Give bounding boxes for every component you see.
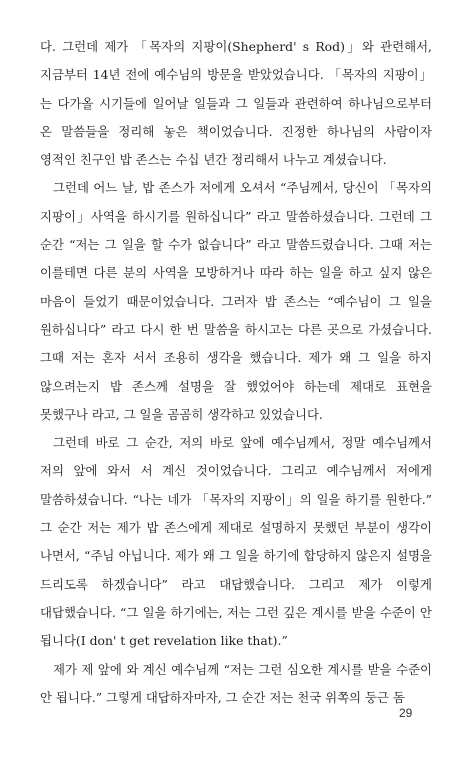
paragraph-jesus-appears: 그런데 바로 그 순간, 저의 바로 앞에 예수님께서, 정말 예수님께서 저의 앞에 와서 서 계신 것이었습니다. 그리고 예수님께서 저에게 말씀하셨습니다. “나는 네가 「목자의 지팡이」의 일을 하기를 원한다.” 그 순간 저는 제가 밥 존스에게 제대로 설명하지 못했던 부분이 생각이 나면서, “주님 아닙니다. 제가 왜 그 일을 하기에 합당하지 않은지 설명을 드리도록 하겠습니다” 라고 대답했습니다. 그리고 제가 이렇게 대답했습니다. “그 일을 하기에는, 저는 그런 깊은 계시를 받을 수준이 안 됩니다(I don' t get revelation like that).” xyxy=(40,435,432,649)
page-number: 29 xyxy=(399,706,413,720)
paragraph-reply-to-jesus: 제가 제 앞에 와 계신 예수님께 “저는 그런 심오한 계시를 받을 수준이 안 됩니다.” 그렇게 대답하자마자, 그 순간 저는 천국 위쪽의 둥근 돔 xyxy=(40,661,432,705)
paragraph-bob-jones-visit: 그런데 어느 날, 밥 존스가 저에게 오셔서 “주님께서, 당신이 「목자의 지팡이」사역을 하시기를 원하십니다” 라고 말씀하셨습니다. 그런데 그 순간 “저는 그 일을 할 수가 없습니다” 라고 말씀드렸습니다. 그때 저는 이를테면 다른 분의 사역을 모방하거나 따라 하는 일을 하고 싶지 않은 마음이 들었기 때문이었습니다. 그러자 밥 존스는 “예수님이 그 일을 원하십니다” 라고 다시 한 번 말씀을 하시고는 다른 곳으로 가셨습니다. 그때 저는 혼자 서서 조용히 생각을 했습니다. 제가 왜 그 일을 하지 않으려는지 밥 존스께 설명을 잘 했었어야 하는데 제대로 표현을 못했구나 라고, 그 일을 곰곰히 생각하고 있었습니다. xyxy=(40,180,432,422)
paragraph-continuation: 다. 그런데 제가 「목자의 지팡이(Shepherd' s Rod)」와 관련해서, 지금부터 14년 전에 예수님의 방문을 받았었습니다. 「목자의 지팡이」는 다가올 시기들에 일어날 일들과 그 일들과 관련하여 하나님으로부터 온 말씀들을 정리해 놓은 책이었습니다. 진정한 하나님의 사람이자 영적인 친구인 밥 존스는 수십 년간 정리해서 나누고 계셨습니다. xyxy=(40,39,432,168)
page-body-text xyxy=(40,33,432,712)
